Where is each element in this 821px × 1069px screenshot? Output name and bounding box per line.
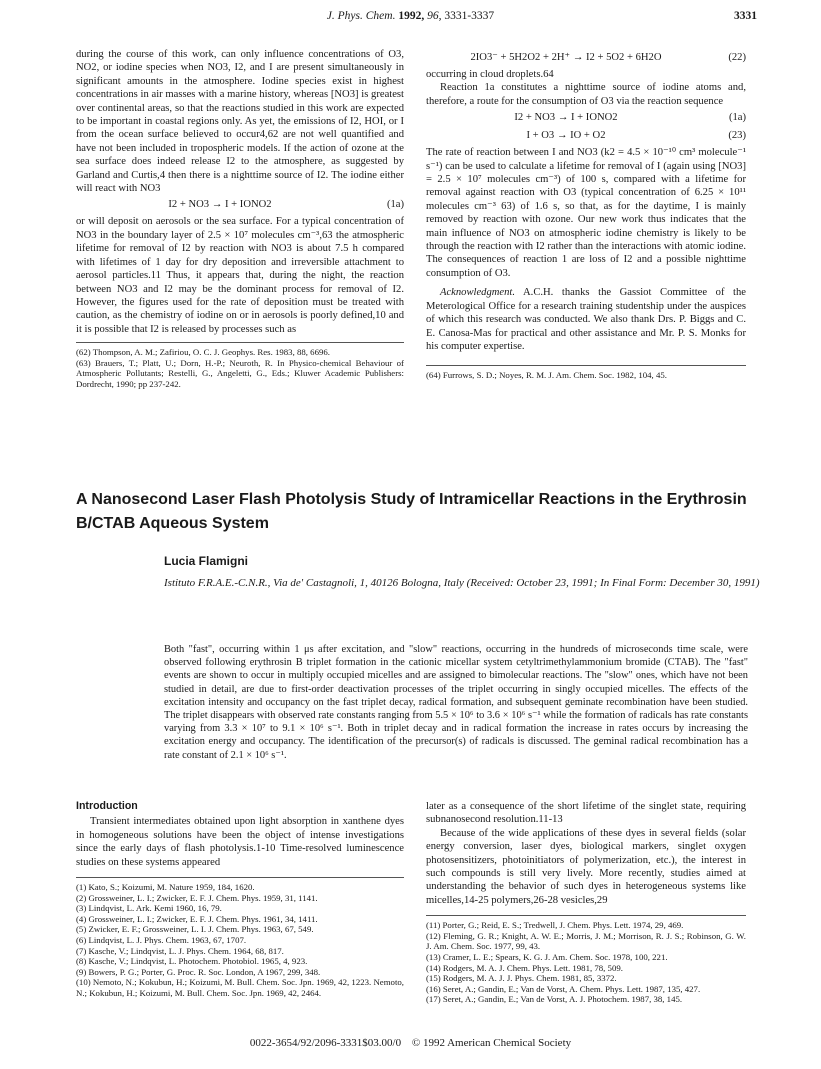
article-title: A Nanosecond Laser Flash Photolysis Study of Intramicellar Reactions in the Erythrosin B/CTAB Aqueous System <box>76 491 747 532</box>
footnote-item: (4) Grossweiner, L. I.; Zwicker, E. F. J. Chem. Phys. 1961, 34, 1411. <box>76 913 318 924</box>
footnote-item: (10) Nemoto, N.; Kokubun, H.; Koizumi, M. Bull. Chem. Soc. Jpn. 1969, 42, 1223. Nemoto, N.; Kokubun, H.; Koizumi, M. Bull. Chem. Soc. Jpn. 1969, 42, 2464. <box>76 977 404 998</box>
footnote-divider <box>76 342 404 343</box>
page-number: 3331 <box>734 10 757 22</box>
footnote-item: (11) Porter, G.; Reid, E. S.; Tredwell, J. Chem. Phys. Lett. 1974, 29, 469. <box>426 920 684 931</box>
page-footer <box>0 1037 821 1049</box>
footer-code: 0022-3654/92/2096-3331$03.00/0 <box>249 1037 402 1049</box>
footnote-item: (17) Seret, A.; Gandin, E.; Van de Vorst, A. J. Photochem. 1987, 38, 145. <box>426 994 683 1005</box>
intro-footnote-divider <box>76 877 404 878</box>
journal-name: J. Phys. Chem. <box>326 10 396 22</box>
prev-right-paragraph-1: occurring in cloud droplets.64 <box>426 69 554 80</box>
article-abstract: Both "fast", occurring within 1 μs after excitation, and "slow" reactions, occurring in the hundreds of microseconds time scale, were observed following erythrosin B triplet formation in the cationic micellar system cetyltrimethylammonium bromide (CTAB). The "fast" events are shown to occur in multiply occupied micelles and are assigned to bimolecular reactions. The "slow" ones, which have not been studied in detail, are due to first-order deactivation processes of the triplet occurring in singly occupied micelles. The effects of the excitation intensity and occupancy on the fast triplet decay, radical formation, and subsequent geminate recombination have been studied. The triplet disappears with observed rate constants ranging from 5.5 × 10⁶ to 3.6 × 10⁶ s⁻¹ while the formation of radicals has rate constants varying from 3.3 × 10⁷ to 9.1 × 10⁶ s⁻¹. Both in triplet decay and in radical formation the increase in rates occurs by increasing the excitation energy and occupancy. The identification of the precursor(s) of radicals is discussed. The geminal radical recombination has a rate constant of 2.1 × 10⁶ s⁻¹. <box>164 644 748 761</box>
intro-footnotes-left <box>76 882 404 999</box>
article-affiliation: Istituto F.R.A.E.-C.N.R., Via de' Castagnoli, 1, 40126 Bologna, Italy (Received: October 23, 1991; In Final Form: December 30, 1991) <box>164 577 760 589</box>
footnote-item: (8) Kasche, V.; Lindqvist, L. Photochem. Photobiol. 1965, 4, 923. <box>76 956 308 967</box>
intro-left-paragraph: Transient intermediates obtained upon light absorption in xanthene dyes in homogeneous solutions have been the object of intense investigations since the early days of flash photolysis.1-10 Time-resolved luminescence studies on these systems appeared <box>76 816 404 868</box>
intro-right-column <box>426 800 746 1005</box>
footnote-63: (63) Brauers, T.; Platt, U.; Dorn, H.-P.; Neuroth, R. In Physico-chemical Behaviour of Atmospheric Pollutants; Restelli, G., Angeletti, G., Eds.; Kluwer Academic Publishers: Dordrecht, 1990; pp 237-242. <box>76 357 404 389</box>
footnote-item: (13) Cramer, L. E.; Spears, K. G. J. Am. Chem. Soc. 1978, 100, 221. <box>426 952 668 963</box>
prev-right-paragraph-2: Reaction 1a constitutes a nighttime source of iodine atoms and, therefore, a route for the consumption of O3 via the reaction sequence <box>426 82 746 107</box>
journal-volume: 96, <box>427 10 442 22</box>
prev-right-paragraph-3: The rate of reaction between I and NO3 (k2 = 4.5 × 10⁻¹⁰ cm³ molecule⁻¹ s⁻¹) can be used to calculate a lifetime for removal of I (again using [NO3] = 2.5 × 10⁷ molecules cm⁻³) of 100 s, compared with a lifetime for removal against reaction with O3 (typical concentration of 6.25 × 10¹¹ molecules cm⁻³ 63) of 1.6 s, so that, as for the daytime, I is mainly removed by reaction with ozone. Our new work thus indicates that the main influence of NO3 on atmospheric iodine chemistry is likely to be through the reaction with I2 rather than the interactions with atomic iodine. The consequences of reaction 1 are loss of I2 and a possible nighttime consumption of O3. <box>426 147 746 279</box>
equation-1a-repeat-number: (1a) <box>728 112 746 124</box>
journal-pages: 3331-3337 <box>444 10 495 22</box>
prev-article-left-column <box>76 48 404 390</box>
intro-footnote-divider-right <box>426 915 746 916</box>
intro-right-paragraph-2: Because of the wide applications of these dyes in several fields (solar energy conversion, laser dyes, biological markers, singlet oxygen photosensitizers, photoinitiators of polymerization, etc.), the interest in such compounds is still very lively. More recently, studies aimed at understanding the behavior of such dyes in heterogeneous systems like micelles,14-25 polymers,26-28 vesicles,29 <box>426 827 746 906</box>
journal-citation <box>0 10 821 22</box>
prev-left-paragraph-1: during the course of this work, can only influence concentrations of O3, NO2, or iodine species when NO3, I2, and I are present simultaneously in significant amounts in the atmosphere. Iodine species exist in highest concentrations in air masses with a marine history, whereas [NO3] is greatest over continental areas, so that the reactions studied in this work are expected to be important in coastal regions only. As yet, the emissions of I2, HOI, or I from the ocean surface believed to occur4,62 are not well quantified and have not been included in tropospheric models. If the action of ozone at the sea surface does indeed release I2 to the atmosphere, as suggested by Garland and Curtis,4 then there is a nighttime source of I2. The iodine either will react with NO3 <box>76 49 404 195</box>
equation-1a-repeat-expression: I2 + NO3 → I + IONO2 <box>514 112 618 124</box>
footnote-item: (9) Bowers, P. G.; Porter, G. Proc. R. Soc. London, A 1967, 299, 348. <box>76 966 321 977</box>
equation-22-number: (22) <box>728 52 746 63</box>
equation-1a-expression: I2 + NO3 → I + IONO2 <box>168 199 272 211</box>
journal-year: 1992, <box>398 10 425 22</box>
prev-left-paragraph-2: or will deposit on aerosols or the sea surface. For a typical concentration of NO3 in the boundary layer of 2.5 × 10⁷ molecules cm⁻³,63 the atmospheric lifetime for removal of I2 by reaction with NO3 is about 7.5 h compared with lifetimes of 1 day for dry deposition and irreversible attachment to aerosol particles.11 Thus, it appears that, during the night, the reaction between NO3 and I2 may be the dominant process for removal of I2. However, the figures used for the rate of deposition must be treated with caution, as the chemistry of iodine on or in aerosols is poorly defined,10 and it is possible that I2 is released by processes such as <box>76 216 404 335</box>
article-author: Lucia Flamigni <box>164 554 249 568</box>
equation-23-expression: I + O3 → IO + O2 <box>526 130 606 142</box>
prev-article-right-column <box>426 48 746 381</box>
intro-left-column <box>76 800 404 999</box>
equation-23-number: (23) <box>728 130 746 142</box>
acknowledgment <box>426 286 746 353</box>
equation-1a-number: (1a) <box>386 199 404 211</box>
footnote-item: (5) Zwicker, E. F.; Grossweiner, L. I. J. Chem. Phys. 1963, 67, 549. <box>76 924 314 935</box>
footnote-item: (16) Seret, A.; Gandin, E.; Van de Vorst, A. Chem. Phys. Lett. 1987, 135, 427. <box>426 983 701 994</box>
intro-footnotes-right <box>426 920 746 1005</box>
equation-1a <box>76 197 404 213</box>
introduction-heading: Introduction <box>76 800 138 812</box>
equation-22-expression: 2IO3⁻ + 5H2O2 + 2H⁺ → I2 + 5O2 + 6H2O <box>470 52 662 63</box>
footnote-item: (2) Grossweiner, L. I.; Zwicker, E. F. J. Chem. Phys. 1959, 31, 1141. <box>76 892 318 903</box>
equation-1a-repeat <box>426 110 746 126</box>
footnote-item: (3) Lindqvist, L. Ark. Kemi 1960, 16, 79. <box>76 903 222 914</box>
equation-22 <box>426 50 746 66</box>
footnote-divider-right <box>426 365 746 366</box>
running-head <box>0 10 821 28</box>
intro-right-paragraph-1: later as a consequence of the short lifetime of the singlet state, requiring subnanosecond resolution.11-13 <box>426 801 746 826</box>
equation-23 <box>426 128 746 144</box>
footnote-item: (12) Fleming, G. R.; Knight, A. W. E.; Morris, J. M.; Morrison, R. J. S.; Robinson, G. W. J. Am. Chem. Soc. 1977, 99, 43. <box>426 930 746 952</box>
acknowledgment-text: A.C.H. thanks the Gassiot Committee of the Meterological Office for a research training studentship under the auspices of which this research was conducted. We also thank Drs. P. Biggs and C. E. Canosa-Mas for practical and other assistance and Mr. P. S. Monks for his computer expertise. <box>426 287 746 352</box>
footnote-item: (6) Lindqvist, L. J. Phys. Chem. 1963, 67, 1707. <box>76 935 247 945</box>
footer-copyright: © 1992 American Chemical Society <box>411 1037 572 1049</box>
footnote-item: (14) Rodgers, M. A. J. Chem. Phys. Lett. 1981, 78, 509. <box>426 962 623 973</box>
footnote-item: (1) Kato, S.; Koizumi, M. Nature 1959, 184, 1620. <box>76 882 255 893</box>
footnote-62: (62) Thompson, A. M.; Zafiriou, O. C. J. Geophys. Res. 1983, 88, 6696. <box>76 347 330 358</box>
footnote-item: (7) Kasche, V.; Lindqvist, L. J. Phys. Chem. 1964, 68, 817. <box>76 945 284 956</box>
acknowledgment-label: Acknowledgment. <box>440 287 516 299</box>
footnote-item: (15) Rodgers, M. A. J. J. Phys. Chem. 1981, 85, 3372. <box>426 973 617 984</box>
footnote-64: (64) Furrows, S. D.; Noyes, R. M. J. Am. Chem. Soc. 1982, 104, 45. <box>426 370 667 381</box>
